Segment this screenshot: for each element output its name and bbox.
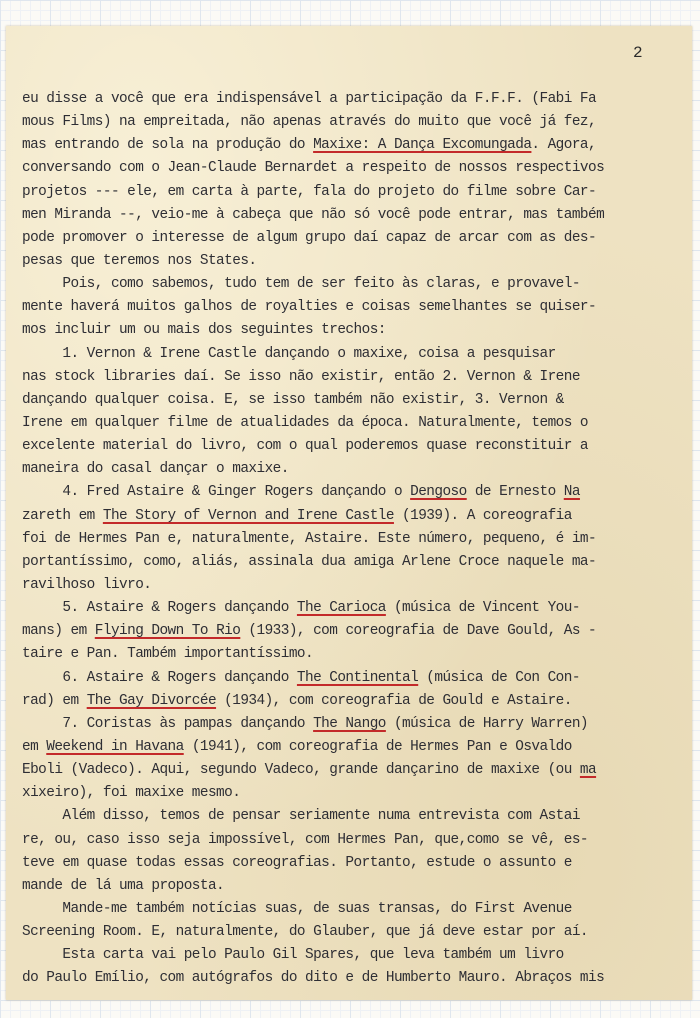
underlined-title: Maxixe: A Dança Excomungada bbox=[313, 137, 532, 154]
text-segment: men Miranda --, veio-me à cabeça que não só você pode entrar, mas também bbox=[22, 206, 605, 223]
text-segment: do Paulo Emílio, com autógrafos do dito e de Humberto Mauro. Abraços mis bbox=[22, 970, 605, 987]
underlined-title: The Story of Vernon and Irene Castle bbox=[102, 507, 394, 524]
text-segment: mans) em bbox=[22, 623, 95, 640]
text-line bbox=[22, 273, 682, 296]
text-segment: Eboli (Vadeco). Aqui, segundo Vadeco, grande dançarino de maxixe (ou bbox=[22, 762, 580, 779]
text-line bbox=[22, 620, 682, 643]
text-segment: em bbox=[22, 738, 47, 755]
text-segment: re, ou, caso isso seja impossível, com Hermes Pan, que,como se vê, es- bbox=[22, 831, 589, 848]
text-line bbox=[22, 921, 682, 944]
text-segment: maneira do casal dançar o maxixe. bbox=[22, 461, 289, 478]
text-segment: ravilhoso livro. bbox=[22, 576, 152, 593]
text-segment: (1939). A coreografia bbox=[393, 507, 572, 524]
text-segment: eu disse a você que era indispensável a participação da F.F.F. (Fabi Fa bbox=[22, 91, 597, 107]
text-segment: (1934), com coreografia de Gould e Astaire. bbox=[216, 692, 572, 709]
text-segment: mos incluir um ou mais dos seguintes trechos: bbox=[22, 322, 386, 339]
text-segment: 4. Fred Astaire & Ginger Rogers dançando o bbox=[22, 484, 411, 501]
underlined-title: Weekend in Havana bbox=[46, 738, 184, 755]
text-segment: xixeiro), foi maxixe mesmo. bbox=[22, 785, 241, 802]
underlined-title: Na bbox=[563, 484, 580, 501]
text-line bbox=[22, 204, 682, 227]
text-line bbox=[22, 690, 682, 713]
text-line bbox=[22, 944, 682, 967]
page-number: 2 bbox=[633, 44, 643, 62]
text-segment: 5. Astaire & Rogers dançando bbox=[22, 600, 297, 617]
text-line bbox=[22, 574, 682, 597]
text-segment: de Ernesto bbox=[466, 484, 564, 501]
text-line bbox=[22, 852, 682, 875]
text-line bbox=[22, 829, 682, 852]
text-segment: mande de lá uma proposta. bbox=[22, 877, 225, 894]
underlined-title: Dengoso bbox=[410, 484, 467, 501]
text-line bbox=[22, 713, 682, 736]
text-line bbox=[22, 181, 682, 204]
underlined-title: The Nango bbox=[313, 715, 386, 732]
text-segment: zareth em bbox=[22, 507, 103, 524]
text-line bbox=[22, 157, 682, 180]
text-segment: Esta carta vai pelo Paulo Gil Spares, que leva também um livro bbox=[22, 947, 564, 964]
text-segment: (música de Harry Warren) bbox=[385, 715, 589, 732]
text-segment: (1933), com coreografia de Dave Gould, As - bbox=[240, 623, 597, 640]
text-segment: 1. Vernon & Irene Castle dançando o maxixe, coisa a pesquisar bbox=[22, 345, 556, 362]
text-segment: teve em quase todas essas coreografias. Portanto, estude o assunto e bbox=[22, 854, 572, 871]
text-segment: foi de Hermes Pan e, naturalmente, Astaire. Este número, pequeno, é im- bbox=[22, 530, 597, 547]
text-segment: mas entrando de sola na produção do bbox=[22, 137, 314, 154]
text-line bbox=[22, 111, 682, 134]
text-line bbox=[22, 389, 682, 412]
text-line bbox=[22, 435, 682, 458]
text-line bbox=[22, 759, 682, 782]
text-segment: . Agora, bbox=[531, 137, 597, 154]
underlined-title: ma bbox=[579, 762, 597, 779]
text-line bbox=[22, 528, 682, 551]
text-segment: dançando qualquer coisa. E, se isso também não existir, 3. Vernon & bbox=[22, 391, 564, 408]
text-line bbox=[22, 296, 682, 319]
text-line bbox=[22, 875, 682, 898]
text-segment: (1941), com coreografia de Hermes Pan e Osvaldo bbox=[183, 738, 572, 755]
text-line bbox=[22, 643, 682, 666]
text-line bbox=[22, 319, 682, 342]
text-line bbox=[22, 667, 682, 690]
text-line bbox=[22, 782, 682, 805]
text-segment: portantíssimo, como, aliás, assinala dua amiga Arlene Croce naquele ma- bbox=[22, 553, 597, 570]
underlined-title: Flying Down To Rio bbox=[94, 623, 241, 640]
text-segment: Mande-me também notícias suas, de suas transas, do First Avenue bbox=[22, 900, 572, 917]
text-segment: projetos --- ele, em carta à parte, fala do projeto do filme sobre Car- bbox=[22, 183, 597, 200]
text-segment: Pois, como sabemos, tudo tem de ser feito às claras, e provavel- bbox=[22, 276, 580, 293]
text-line bbox=[22, 967, 682, 990]
text-line bbox=[22, 250, 682, 273]
text-line bbox=[22, 134, 682, 157]
text-segment: Irene em qualquer filme de atualidades da época. Naturalmente, temos o bbox=[22, 414, 589, 431]
text-segment: taire e Pan. Também importantíssimo. bbox=[22, 646, 314, 663]
text-line bbox=[22, 481, 682, 504]
underlined-title: The Continental bbox=[296, 669, 419, 686]
text-segment: pode promover o interesse de algum grupo daí capaz de arcar com as des- bbox=[22, 229, 597, 246]
text-segment: rad) em bbox=[22, 692, 87, 709]
text-line bbox=[22, 505, 682, 528]
text-line bbox=[22, 343, 682, 366]
text-segment: pesas que teremos nos States. bbox=[22, 252, 257, 269]
text-segment: Além disso, temos de pensar seriamente numa entrevista com Astai bbox=[22, 808, 580, 825]
underlined-title: The Gay Divorcée bbox=[86, 692, 217, 709]
text-segment: nas stock libraries daí. Se isso não existir, então 2. Vernon & Irene bbox=[22, 368, 580, 385]
letter-body bbox=[22, 88, 682, 990]
text-segment: mente haverá muitos galhos de royalties e coisas semelhantes se quiser- bbox=[22, 299, 597, 316]
text-line bbox=[22, 412, 682, 435]
text-line bbox=[22, 366, 682, 389]
text-segment: excelente material do livro, com o qual poderemos quase reconstituir a bbox=[22, 438, 589, 455]
text-segment: 6. Astaire & Rogers dançando bbox=[22, 669, 297, 686]
text-line bbox=[22, 736, 682, 759]
underlined-title: The Carioca bbox=[296, 600, 386, 617]
text-line bbox=[22, 88, 682, 111]
text-segment: (música de Con Con- bbox=[418, 669, 580, 686]
text-segment: (música de Vincent You- bbox=[385, 600, 580, 617]
text-line bbox=[22, 898, 682, 921]
text-segment: Screening Room. E, naturalmente, do Glauber, que já deve estar por aí. bbox=[22, 924, 589, 941]
text-line bbox=[22, 597, 682, 620]
text-segment: mous Films) na empreitada, não apenas através do muito que você já fez, bbox=[22, 114, 597, 131]
text-line bbox=[22, 227, 682, 250]
text-line bbox=[22, 458, 682, 481]
text-segment: conversando com o Jean-Claude Bernardet a respeito de nossos respectivos bbox=[22, 160, 605, 177]
text-line bbox=[22, 551, 682, 574]
text-line bbox=[22, 805, 682, 828]
text-segment: 7. Coristas às pampas dançando bbox=[22, 715, 314, 732]
